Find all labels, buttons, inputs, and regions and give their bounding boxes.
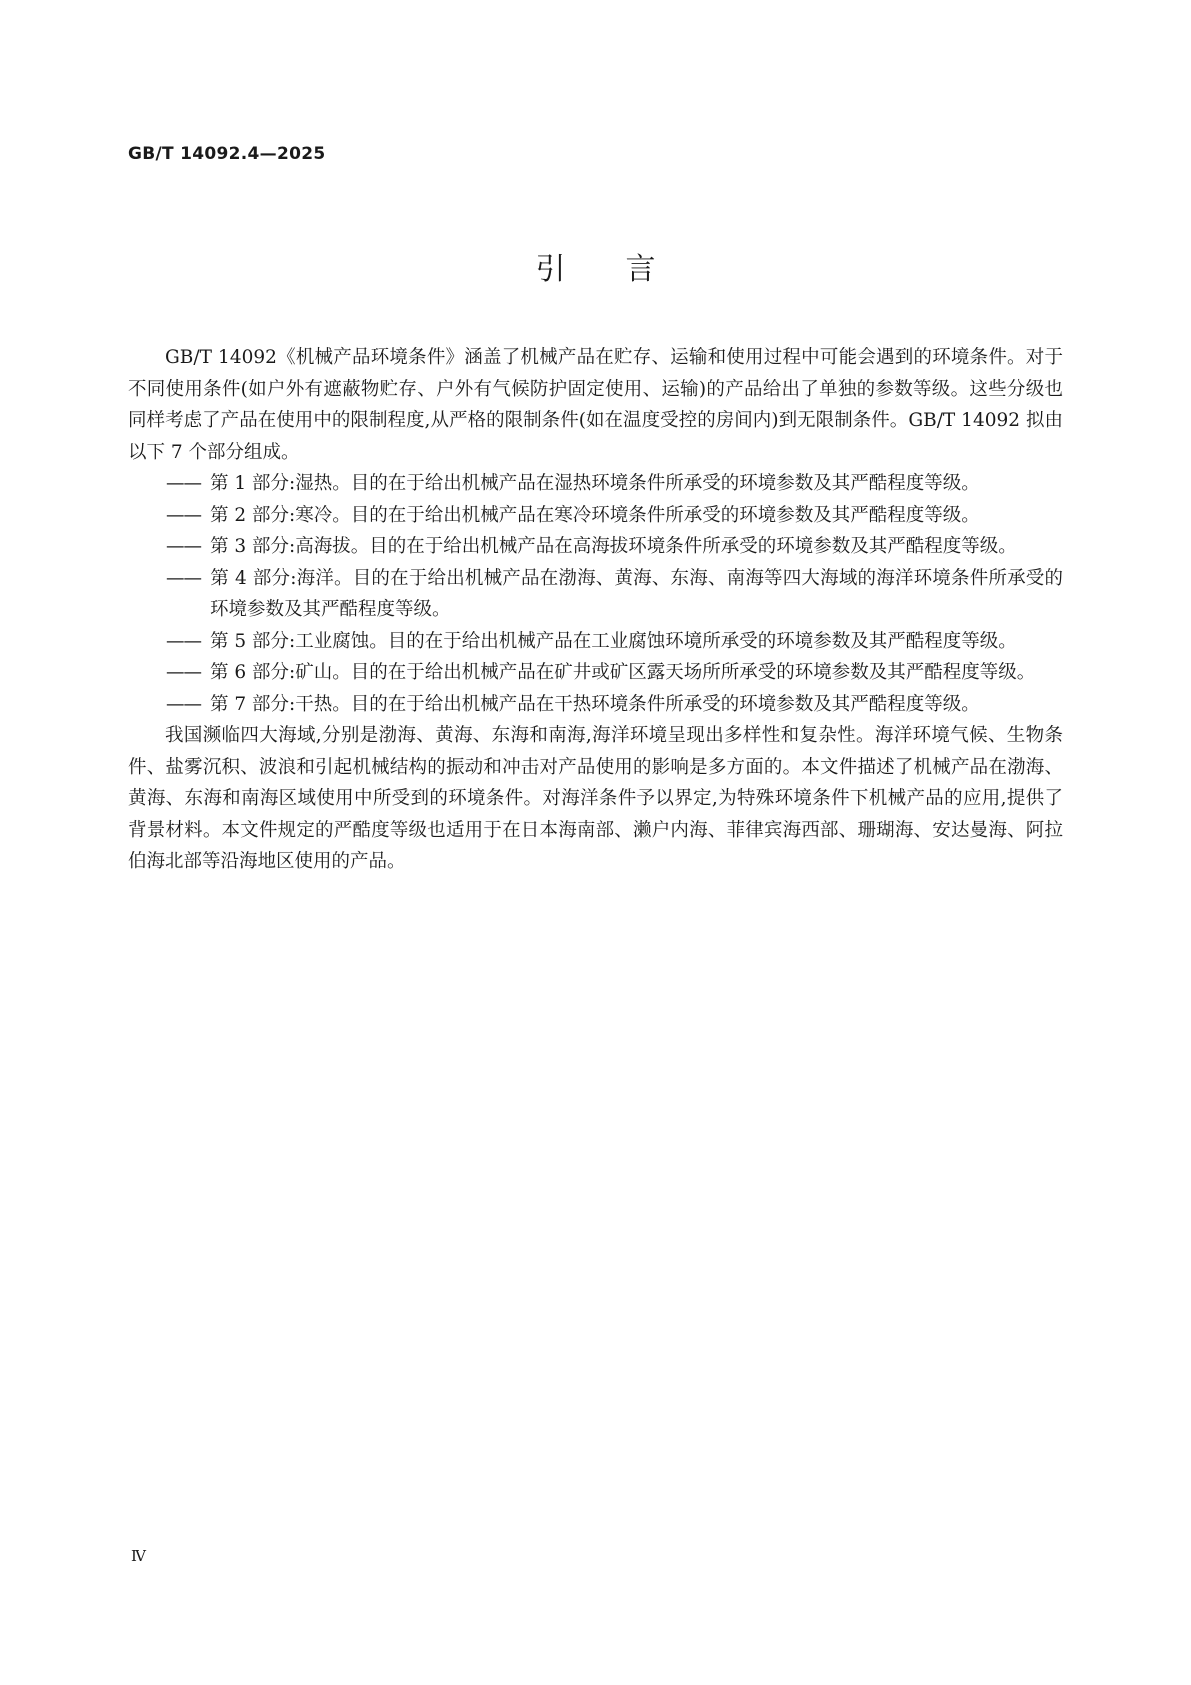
list-item-part-1 bbox=[128, 468, 1063, 500]
dash-marker: —— bbox=[166, 662, 201, 683]
intro-paragraph: GB/T 14092《机械产品环境条件》涵盖了机械产品在贮存、运输和使用过程中可能会遇到的环境条件。对于不同使用条件(如户外有遮蔽物贮存、户外有气候防护固定使用、运输)的产品给出了单独的参数等级。这些分级也同样考虑了产品在使用中的限制程度,从严格的限制条件(如在温度受控的房间内)到无限制条件。GB/T 14092 拟由以下 7 个部分组成。 bbox=[128, 347, 1063, 463]
document-code: GB/T 14092.4—2025 bbox=[128, 144, 326, 164]
list-item-part-3 bbox=[128, 531, 1063, 563]
list-item-text: 第 1 部分:湿热。目的在于给出机械产品在湿热环境条件所承受的环境参数及其严酷程度等级。 bbox=[210, 473, 980, 494]
list-item-part-2 bbox=[128, 500, 1063, 532]
list-item-text: 第 7 部分:干热。目的在于给出机械产品在干热环境条件所承受的环境参数及其严酷程度等级。 bbox=[210, 693, 980, 715]
dash-marker: —— bbox=[166, 693, 201, 715]
list-item-text: 第 3 部分:高海拔。目的在于给出机械产品在高海拔环境条件所承受的环境参数及其严酷程度等级。 bbox=[210, 536, 1017, 557]
list-item-text: 第 5 部分:工业腐蚀。目的在于给出机械产品在工业腐蚀环境所承受的环境参数及其严酷程度等级。 bbox=[210, 630, 1017, 652]
list-item-part-4 bbox=[128, 563, 1063, 626]
dash-marker: —— bbox=[166, 630, 201, 652]
page-number: Ⅳ bbox=[131, 1547, 146, 1565]
list-item-text: 第 2 部分:寒冷。目的在于给出机械产品在寒冷环境条件所承受的环境参数及其严酷程度等级。 bbox=[210, 504, 980, 526]
dash-marker: —— bbox=[166, 536, 201, 557]
dash-marker: —— bbox=[166, 504, 201, 526]
introduction-body bbox=[128, 342, 1063, 878]
list-item-part-7 bbox=[128, 689, 1063, 721]
section-title: 引言 bbox=[535, 252, 716, 287]
closing-paragraph: 我国濒临四大海域,分别是渤海、黄海、东海和南海,海洋环境呈现出多样性和复杂性。海洋环境气候、生物条件、盐雾沉积、波浪和引起机械结构的振动和冲击对产品使用的影响是多方面的。本文件描述了机械产品在渤海、黄海、东海和南海区域使用中所受到的环境条件。对海洋条件予以界定,为特殊环境条件下机械产品的应用,提供了背景材料。本文件规定的严酷度等级也适用于在日本海南部、濑户内海、菲律宾海西部、珊瑚海、安达曼海、阿拉伯海北部等沿海地区使用的产品。 bbox=[128, 725, 1064, 872]
dash-marker: —— bbox=[166, 473, 201, 494]
parts-list bbox=[128, 468, 1063, 720]
dash-marker: —— bbox=[166, 567, 201, 589]
list-item-text: 第 4 部分:海洋。目的在于给出机械产品在渤海、黄海、东海、南海等四大海域的海洋环境条件所承受的环境参数及其严酷程度等级。 bbox=[210, 567, 1063, 620]
list-item-part-6 bbox=[128, 657, 1063, 689]
list-item-text: 第 6 部分:矿山。目的在于给出机械产品在矿井或矿区露天场所所承受的环境参数及其严酷程度等级。 bbox=[210, 662, 1036, 683]
list-item-part-5 bbox=[128, 626, 1063, 658]
